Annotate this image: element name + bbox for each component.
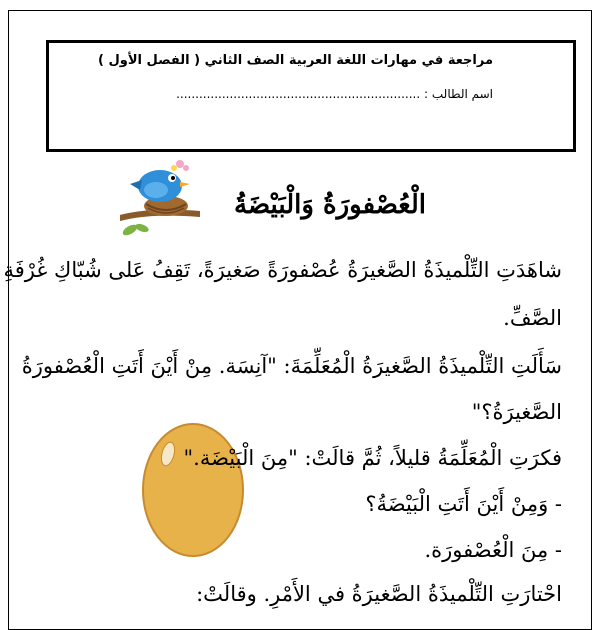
student-name-row	[176, 87, 493, 101]
story-title: الْعُصْفورَةُ وَالْبَيْضَةُ	[234, 190, 426, 220]
header-box	[46, 40, 576, 152]
student-name-blank: ................................................................	[176, 87, 421, 101]
story-line-3: سَأَلَتِ التِّلْميذَةُ الصَّغيرَةُ الْمُعَلِّمَةَ: "آنِسَة. مِنْ أَيْنَ أَتَتِ الْعُصْفورَةُ	[21, 354, 562, 378]
student-name-label: اسم الطالب :	[424, 87, 493, 101]
story-line-2: الصَّفِّ.	[503, 306, 562, 330]
story-line-4: الصَّغيرَةُ؟"	[471, 400, 562, 424]
story-line-7: - مِنَ الْعُصْفورَة.	[424, 538, 562, 562]
worksheet-title: مراجعة في مهارات اللغة العربية الصف الثاني ( الفصل الأول )	[98, 53, 493, 68]
story-line-8: احْتارَتِ التِّلْميذَةُ الصَّغيرَةُ في الأَمْرِ. وقالَتْ:	[196, 582, 562, 606]
story-line-6: - وَمِنْ أَيْنَ أَتَتِ الْبَيْضَةُ؟	[365, 492, 562, 516]
story-line-1: شاهَدَتِ التِّلْميذَةُ الصَّغيرَةُ عُصْفورَةً صَغيرَةً، تَقِفُ عَلى شُبّاكِ غُرْفَةِ	[3, 258, 562, 282]
bird-nest-icon	[120, 158, 200, 238]
story-line-5: فكرَتِ الْمُعَلِّمَةُ قليلاً، ثُمَّ قالَتْ: "مِنَ الْبَيْضَة."	[183, 446, 562, 470]
egg-illustration	[138, 410, 248, 560]
